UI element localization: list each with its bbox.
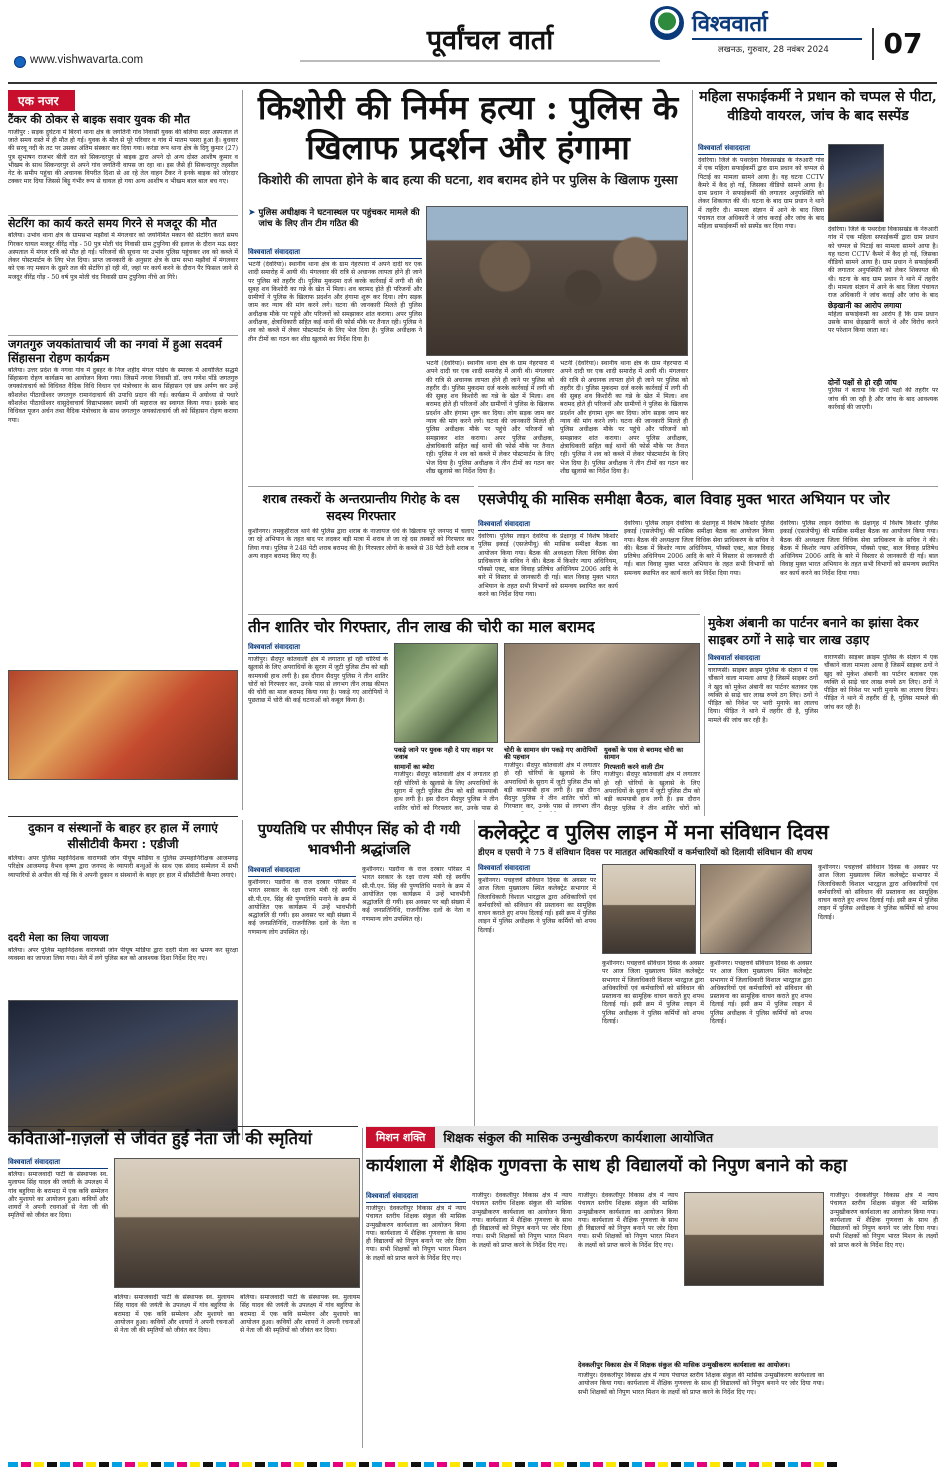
chor-body-2: गाजीपुर। सैदपुर कोतवाली क्षेत्र में लगातार हो रही चोरियों के खुलासे के लिए अपराधियों के सुराग में जुटी पुलिस टीम को बड़ी कामयाबी हाथ लगी है। इस दौरान सैदपुर पुलिस ने तीन शातिर चोरों को गिरफ्तार कर, उनके पास से <box>394 771 498 812</box>
samvidhan-body-2: कुशीनगर। पचहत्तवें संविधान दिवस के अवसर पर आज जिला मुख्यालय स्थित कलेक्ट्रेट सभागार में जिलाधिकारी विशाल भारद्वाज द्वारा अधिकारियों एवं कर्मचारियों को संविधान की प्रस्तावना का सामूहिक वाचन कराते हुए शपथ दिलाई गई। इसी क्रम में पुलिस लाइन में पुलिस अधीक्षक ने पुलिस कर्मियों को शपथ दिलाई। <box>602 960 704 1026</box>
asjp-body-3: देवरिया। पुलिस लाइन देवरिया के प्रेक्षागृह में विशेष किशोर पुलिस इकाई (एसजेपीयू) की मासिक समीक्षा बैठक का आयोजन किया गया। बैठक की अध्यक्षता जिला विधिक सेवा प्राधिकरण के सचिव ने की। बैठक में किशोर न्याय अधिनियम, पॉक्सो एक्ट, बाल विवाह प्रतिषेध अधिनियम 2006 आदि के बारे में विस्तार से जानकारी दी गई। बाल विवाह मुक्त भारत अभियान के तहत सभी विभागों को समन्वय स्थापित कर कार्य करने का निर्देश दिया गया। <box>780 520 938 577</box>
punyatithi-story <box>248 820 470 1138</box>
col-divider-6 <box>362 1128 363 1448</box>
callout-arrow-icon: ➤ <box>248 208 256 218</box>
mission-byline: विश्ववार्ता संवाददाता <box>366 1192 466 1203</box>
chor-byline: विश्ववार्ता संवाददाता <box>248 643 388 654</box>
site-logo-icon <box>14 56 26 68</box>
cctv-story <box>8 820 238 1140</box>
jagatguru-photo <box>8 670 238 780</box>
chor-sub-1: पकड़े जाने पर युवक नही दे पाए वाहन पर जवाब <box>394 746 493 762</box>
ambani-byline: विश्ववार्ता संवाददाता <box>708 654 818 665</box>
punyatithi-headline: पुण्यतिथि पर सीपीएन सिंह को दी गयी भावभीनी श्रद्धांजलि <box>257 821 461 858</box>
lead-body-3: भटनी (देवरिया)। स्थानीय थाना क्षेत्र के ग्राम नेहरपारा में अपने दादी घर एक शादी समारोह में आयी थी। मंगलवार की रात्रि से अचानक लापता होने ही जाने पर पुलिस को तहरीर दी। पुलिस मुकदमा दर्ज करके कार्रवाई में लगी थी की सुबह शव किशोरी का गन्ने के खेत में मिला। शव बरामद होते ही परिजनों और ग्रामीणों ने पुलिस के खिलाफ प्रदर्शन और हंगामा शुरू कर दिया। लोग सड़क जाम कर न्याय की मांग करने लगे। घटना की जानकारी मिलते ही पुलिस अधीक्षक मौके पर पहुंचे और परिजनों को समझाकर शांत कराया। अपर पुलिस अधीक्षक, क्षेत्राधिकारी सहित कई थानों की फोर्स मौके पर तैनात रही। पुलिस ने शव को कब्जे में लेकर पोस्टमार्टम के लिए भेज दिया है। पुलिस अधीक्षक ने तीन टीमों का गठन कर शीघ्र खुलासे का निर्देश दिया है। <box>560 360 688 475</box>
safai-body-1: देवरिया। जिले के पथरदेवा विकासखंड के नेरुआरी गांव में एक महिला सफाईकर्मी द्वारा ग्राम प्रधान को चप्पल से पिटाई का मामला सामने आया है। यह घटना CCTV कैमरे में कैद हो गई, जिसका वीडियो सामने आया है। ग्राम प्रधान ने सफाईकर्मी की लगातार अनुपस्थिति को लेकर शिकायत की थी। घटना के बाद ग्राम प्रधान ने थाने में तहरीर दी। मामला संज्ञान में आने के बाद जिला पंचायत राज अधिकारी ने जांच कराई और जांच के बाद महिला सफाईकर्मी को सस्पेंड कर दिया गया। <box>698 157 824 231</box>
samvidhan-body-4: कुशीनगर। पचहत्तवें संविधान दिवस के अवसर पर आज जिला मुख्यालय स्थित कलेक्ट्रेट सभागार में जिलाधिकारी विशाल भारद्वाज द्वारा अधिकारियों एवं कर्मचारियों को संविधान की प्रस्तावना का सामूहिक वाचन कराते हुए शपथ दिलाई गई। इसी क्रम में पुलिस लाइन में पुलिस अधीक्षक ने पुलिस कर्मियों को शपथ दिलाई। <box>818 864 938 921</box>
ambani-body-2: वाराणसी। साइबर क्राइम पुलिस के संज्ञान में एक चौंकाने वाला मामला आया है जिसमें साइबर ठगों ने खुद को मुकेश अंबानी का पार्टनर बताकर एक व्यक्ति से साढ़े चार लाख रुपये ठग लिए। ठगों ने पीड़ित को निवेश पर भारी मुनाफे का लालच दिया। पीड़ित ने थाने में तहरीर दी है, पुलिस मामले की जांच कर रही है। <box>824 654 938 711</box>
header-rule <box>8 82 937 84</box>
safai-story <box>698 88 938 483</box>
swatch-black <box>47 1462 57 1467</box>
samvidhan-collectorate-photo <box>602 864 696 954</box>
col-divider-3 <box>704 616 705 816</box>
safai-byline: विश्ववार्ता संवाददाता <box>698 144 824 155</box>
mission-headline: कार्यशाला में शैक्षिक गुणवत्ता के साथ ही विद्यालयों को निपुण बनाने को कहा <box>366 1156 847 1176</box>
kavita-byline: विश्ववार्ता संवाददाता <box>8 1158 108 1169</box>
mission-body-1: गाजीपुर। देवकलीपुर विकास क्षेत्र में न्याय पंचायत स्तरीय शिक्षक संकुल की मासिक उन्मुखीकरण कार्यशाला का आयोजन किया गया। कार्यशाला में शैक्षिक गुणवत्ता के साथ ही विद्यालयों को निपुण बनाने पर जोर दिया गया। सभी शिक्षकों को निपुण भारत मिशन के लक्ष्यों को प्राप्त करने के निर्देश दिए गए। <box>366 1205 466 1262</box>
safai-body-2: देवरिया। जिले के पथरदेवा विकासखंड के नेरुआरी गांव में एक महिला सफाईकर्मी द्वारा ग्राम प्रधान को चप्पल से पिटाई का मामला सामने आया है। यह घटना CCTV कैमरे में कैद हो गई, जिसका वीडियो सामने आया है। ग्राम प्रधान ने सफाईकर्मी की लगातार अनुपस्थिति को लेकर शिकायत की थी। घटना के बाद ग्राम प्रधान ने थाने में तहरीर दी। मामला संज्ञान में आने के बाद जिला पंचायत राज अधिकारी ने जांच कराई और जांच के बाद <box>828 226 938 300</box>
ek-nazar-body-2: बलिया। उभांव थाना क्षेत्र के ग्रामसभा मझौवां में मंगलवार को जयनिर्मित मकान की सेटरिंग करते समय गिरकर घायल मजदूर वीरेंद्र गोंड़ - 50 पुत्र मोती चंद निवासी ग्राम टुपुनिया की इलाज के दौरान मऊ सदर अस्पताल में मंगल रात्रि को मौत हो गई। परिजनों की सूचना पर उभांव पुलिस पहुंचकर शव को कब्जे में लेकर पोस्टमार्टम के लिए भेज दिया। प्राप्त जानकारी के अनुसार क्षेत्र के ग्राम सभा मझौवां में मंगलवार को एक नए मकान के दूसरे तल की सेटरिंग हो रही थी, जहां पर कार्य करने के दौरान पैर फिसल जाने से मजदूर वीरेंद्र गोंड़ - 50 वर्ष पुत्र मोती चंद निवासी ग्राम टुपुनिया नीचे आ गिरे। <box>8 232 238 281</box>
ambani-story <box>708 614 938 816</box>
lead-text <box>248 248 422 486</box>
safai-sub-2: दोनों पक्षों से हो रही जांच <box>828 377 897 387</box>
chor-sub-5: गिरफ्तारी करने वाली टीम <box>604 762 664 771</box>
header-center-rule <box>300 60 660 62</box>
chor-sub-4: युवकों के पास से बरामद चोरी का सामान <box>604 746 684 762</box>
rule-chor <box>248 614 700 615</box>
ambani-body-1: वाराणसी। साइबर क्राइम पुलिस के संज्ञान में एक चौंकाने वाला मामला आया है जिसमें साइबर ठगों ने खुद को मुकेश अंबानी का पार्टनर बताकर एक व्यक्ति से साढ़े चार लाख रुपये ठग लिए। ठगों ने पीड़ित को निवेश पर भारी मुनाफे का लालच दिया। पीड़ित ने थाने में तहरीर दी है, पुलिस मामले की जांच कर रही है। <box>708 667 818 724</box>
kavita-event-photo <box>114 1158 360 1288</box>
lead-body-1: भटनी (देवरिया)। स्थानीय थाना क्षेत्र के ग्राम नेहरपारा में अपने दादी घर एक शादी समारोह में आयी थी। मंगलवार की रात्रि से अचानक लापता होने ही जाने पर पुलिस को तहरीर दी। पुलिस मुकदमा दर्ज करके कार्रवाई में लगी थी की सुबह शव किशोरी का गन्ने के खेत में मिला। शव बरामद होते ही परिजनों और ग्रामीणों ने पुलिस के खिलाफ प्रदर्शन और हंगामा शुरू कर दिया। लोग सड़क जाम कर न्याय की मांग करने लगे। घटना की जानकारी मिलते ही पुलिस अधीक्षक मौके पर पहुंचे और परिजनों को समझाकर शांत कराया। अपर पुलिस अधीक्षक, क्षेत्राधिकारी सहित कई थानों की फोर्स मौके पर तैनात रही। पुलिस ने शव को कब्जे में लेकर पोस्टमार्टम के लिए भेज दिया है। पुलिस अधीक्षक ने तीन टीमों का गठन कर शीघ्र खुलासे का निर्देश दिया है। <box>248 261 422 343</box>
col-divider-2 <box>692 90 693 480</box>
kavita-body-1: बलिया। समाजवादी पार्टी के संस्थापक स्व. मुलायम सिंह यादव की जयंती के उपलक्ष्य में गांव बहुरिया के बरामदा में एक कवि सम्मेलन और मुशायरे का आयोजन हुआ। कवियों और शायरों ने अपनी रचनाओं से नेता जी की स्मृतियों को जीवंत कर दिया। <box>8 1171 108 1220</box>
chor-body-4: गाजीपुर। सैदपुर कोतवाली क्षेत्र में लगातार हो रही चोरियों के खुलासे के लिए अपराधियों के सुराग में जुटी पुलिस टीम को बड़ी कामयाबी हाथ लगी है। इस दौरान सैदपुर पुलिस ने तीन शातिर चोरों को <box>604 771 700 812</box>
cctv-headline: दुकान व संस्थानों के बाहर हर हाल में लगाएं सीसीटीवी कैमरा : एडीजी <box>28 821 218 851</box>
samvidhan-subheadline: डीएम व एसपी ने 75 वें संविधान दिवस पर मातहत अधिकारियों व कर्मचारियों को दिलायी संविधान की शपथ <box>478 848 813 858</box>
punyatithi-body-1: कुशीनगर। पडरौना के राज दरबार परिसर में भारत सरकार के रक्षा राज्य मंत्री रहे स्वर्गीय सी.पी.एन. सिंह की पुण्यतिथि मनाने के क्रम में आयोजित एक कार्यक्रम में उन्हें भावभीनी श्रद्धांजलि दी गयी। इस अवसर पर बड़ी संख्या में कई जनप्रतिनिधि, राजनीतिक दलों के नेता व गणमान्य लोग उपस्थित रहे। <box>248 879 356 936</box>
asjp-story <box>478 490 938 612</box>
masthead <box>0 0 945 82</box>
website-url[interactable]: www.vishwavarta.com <box>30 54 144 66</box>
chor-sub-2: सामानों का ब्योरा <box>394 762 435 771</box>
chor-headline: तीन शातिर चोर गिरफ्तार, तीन लाख की चोरी का माल बरामद <box>248 617 595 636</box>
chor-accused-photo <box>504 643 700 743</box>
ek-nazar-headline-1: टैंकर की ठोकर से बाइक सवार युवक की मौत <box>8 113 190 126</box>
safai-headline: महिला सफाईकर्मी ने प्रधान को चप्पल से पीटा, वीडियो वायरल, जांच के बाद सस्पेंड <box>699 89 937 124</box>
section-title: पूर्वांचल वार्ता <box>426 25 554 56</box>
rule-cctv <box>8 816 238 817</box>
lead-protest-photo <box>426 206 688 356</box>
safai-sub-1: छेड़खानी का आरोप लगाया <box>828 301 902 310</box>
mission-workshop-photo <box>684 1192 824 1286</box>
adg-mela-photo <box>8 1000 238 1132</box>
chor-body-3: गाजीपुर। सैदपुर कोतवाली क्षेत्र में लगातार हो रही चोरियों के खुलासे के लिए अपराधियों के सुराग में जुटी पुलिस टीम को बड़ी कामयाबी हाथ लगी है। इस दौरान सैदपुर पुलिस ने तीन शातिर चोरों को गिरफ्तार कर, उनके पास से लगभग तीन <box>504 761 600 811</box>
samvidhan-body-3: कुशीनगर। पचहत्तवें संविधान दिवस के अवसर पर आज जिला मुख्यालय स्थित कलेक्ट्रेट सभागार में जिलाधिकारी विशाल भारद्वाज द्वारा अधिकारियों एवं कर्मचारियों को संविधान की प्रस्तावना का सामूहिक वाचन कराते हुए शपथ दिलाई गई। इसी क्रम में पुलिस लाइन में पुलिस अधीक्षक ने पुलिस कर्मियों को शपथ दिलाई। <box>710 960 812 1026</box>
brand-name: विश्ववार्ता <box>692 11 768 37</box>
print-registration-bar <box>8 1455 937 1467</box>
brand-underline <box>692 38 862 40</box>
chor-story <box>248 617 700 817</box>
sharab-headline: शराब तस्करों के अन्तरप्रान्तीय गिरोह के दस सदस्य गिरफ्तार <box>262 491 460 523</box>
samvidhan-story <box>478 818 938 1140</box>
safai-sub-1-body: महिला सफाईकर्मी का आरोप है कि ग्राम प्रधान उसके साथ छेड़खानी करते थे और विरोध करने पर परेशान किया जाता था। <box>828 310 938 335</box>
punyatithi-body-2: कुशीनगर। पडरौना के राज दरबार परिसर में भारत सरकार के रक्षा राज्य मंत्री रहे स्वर्गीय सी.पी.एन. सिंह की पुण्यतिथि मनाने के क्रम में आयोजित एक कार्यक्रम में उन्हें भावभीनी श्रद्धांजलि दी गयी। इस अवसर पर बड़ी संख्या में कई जनप्रतिनिधि, राजनीतिक दलों के नेता व गणमान्य लोग उपस्थित रहे। <box>362 866 470 923</box>
asjp-headline: एसजेपीयू की मासिक समीक्षा बैठक, बाल विवाह मुक्त भारत अभियान पर जोर <box>478 491 890 508</box>
col-divider-5 <box>474 820 475 1140</box>
ek-nazar-headline-2: सेटरिंग का कार्य करते समय गिरने से मजदूर की मौत <box>8 215 238 231</box>
ambani-headline: मुकेश अंबानी का पार्टनर बनाने का झांसा देकर साइबर ठगों ने साढ़े चार लाख उड़ाए <box>708 615 919 647</box>
ek-nazar-label: एक नजर <box>8 90 75 111</box>
chor-sub-3: चोरी के सामान संग पकड़े गए आरोपियों की पहचान <box>504 746 598 762</box>
asjp-byline: विश्ववार्ता संवाददाता <box>478 520 618 531</box>
samvidhan-police-line-photo <box>700 864 812 954</box>
lead-subheadline: किशोरी की लापता होने के बाद हत्या की घटना, शव बरामद होने पर पुलिस के खिलाफ गुस्सा <box>258 172 678 187</box>
lead-story <box>248 88 688 488</box>
rule-kavita <box>8 1126 358 1127</box>
chor-recovered-goods-photo <box>394 643 498 743</box>
chor-body-1: गाजीपुर। सैदपुर कोतवाली क्षेत्र में लगातार हो रही चोरियों के खुलासे के लिए अपराधियों के सुराग में जुटी पुलिस टीम को बड़ी कामयाबी हाथ लगी है। इस दौरान सैदपुर पुलिस ने तीन शातिर चोरों को गिरफ्तार कर, उनके पास से लगभग तीन लाख कीमत की चोरी का माल बरामद किया गया है। पकड़े गए आरोपियों ने पूछताछ में चोरी की कई घटनाओं को कबूल किया है। <box>248 656 388 705</box>
mission-tag-bar <box>366 1126 938 1148</box>
asjp-body-2: देवरिया। पुलिस लाइन देवरिया के प्रेक्षागृह में विशेष किशोर पुलिस इकाई (एसजेपीयू) की मासिक समीक्षा बैठक का आयोजन किया गया। बैठक की अध्यक्षता जिला विधिक सेवा प्राधिकरण के सचिव ने की। बैठक में किशोर न्याय अधिनियम, पॉक्सो एक्ट, बाल विवाह प्रतिषेध अधिनियम 2006 आदि के बारे में विस्तार से जानकारी दी गई। बाल विवाह मुक्त भारत अभियान के तहत सभी विभागों को समन्वय स्थापित कर कार्य करने का निर्देश दिया गया। <box>624 520 774 577</box>
mission-caption: देवकलीपुर विकास क्षेत्र में शिक्षक संकुल की मासिक उन्मुखीकरण कार्यशाला का आयोजन। <box>578 1361 790 1369</box>
cctv-body: बलिया। अपर पुलिस महानिदेशक वाराणसी जोन पीयूष मोर्डिया व पुलिस उपमहानिरीक्षक आजमगढ़ परिक्षेत्र आजमगढ़ वैभव कृष्ण द्वारा जनपद के व्यापारी बन्धुओं के साथ एक संवाद सम्मेलन में सभी व्यापारियों से अपील की गई कि वे अपनी दुकान व संस्थानों के बाहर हर हाल में सीसीटीवी कैमरा लगाएं। <box>8 855 238 879</box>
cctv-sub-body: बलिया। अपर पुलिस महानिदेशक वाराणसी जोन पीयूष मोर्डिया द्वारा ददरी मेला का भ्रमण कर सुरक्षा व्यवस्था का जायजा लिया गया। मेले में लगे पुलिस बल को आवश्यक दिशा निर्देश दिए गए। <box>8 946 238 962</box>
lead-body-2: भटनी (देवरिया)। स्थानीय थाना क्षेत्र के ग्राम नेहरपारा में अपने दादी घर एक शादी समारोह में आयी थी। मंगलवार की रात्रि से अचानक लापता होने ही जाने पर पुलिस को तहरीर दी। पुलिस मुकदमा दर्ज करके कार्रवाई में लगी थी की सुबह शव किशोरी का गन्ने के खेत में मिला। शव बरामद होते ही परिजनों और ग्रामीणों ने पुलिस के खिलाफ प्रदर्शन और हंगामा शुरू कर दिया। लोग सड़क जाम कर न्याय की मांग करने लगे। घटना की जानकारी मिलते ही पुलिस अधीक्षक मौके पर पहुंचे और परिजनों को समझाकर शांत कराया। अपर पुलिस अधीक्षक, क्षेत्राधिकारी सहित कई थानों की फोर्स मौके पर तैनात रही। पुलिस ने शव को कब्जे में लेकर पोस्टमार्टम के लिए भेज दिया है। पुलिस अधीक्षक ने तीन टीमों का गठन कर शीघ्र खुलासे का निर्देश दिया है। <box>426 360 554 475</box>
lead-byline: विश्ववार्ता संवाददाता <box>248 248 422 259</box>
lead-callout: ➤ पुलिस अधीक्षक ने घटनास्थल पर पहुंचकर मामले की जांच के लिए तीन टीम गठित की <box>248 208 420 229</box>
ek-nazar-body-3: बलिया। उत्तर प्रदेश के नगवा गांव में दुबहर के निज शहीद मंगल पांडेय के स्मारक में आयोजित सद्धर्म सिंहासना रोहण कार्यक्रम का आयोजन किया गया। जिसमें नगवा निवासी डॉ. जय गणेश पाँडे जगतगुरु जयकांताचार्य को विधिवत वैदिक विधि विधान एवं मंत्रोच्चार के साथ सिंहासन एवं छत्र अर्पण कर उन्हें कौशलेश पीठाधीश्वर जगतगुरु रामानंदाचार्य की उपाधि प्रदान की गई। कार्यक्रम में अयोध्या से पधारे कौशलेश पीठाधीश्वर वासुदेवाचार्य विद्याभास्कर स्वामी जी महाराज का स्वागत किया गया। इसके बाद विधिवत पूजन अर्चन तथा वैदिक मंत्रोच्चार के साथ जगतगुरु जयकांताचार्य जी को सिंहासन रोहण कराया गया। <box>8 366 238 424</box>
sharab-body: कुशीनगर। तमकुहीराज थाने की पुलिस द्वारा शराब के नाजायज धंधे के खिलाफ पूरे जनपद में चलाए जा रहे अभियान के तहत बाद पर लदकर बड़ी मात्रा में शराब ले जा रहे दस तस्करों को गिरफ्तार कर लिया गया। पुलिस ने 248 पेटी शराब बरामद की है। गिरफ्तार लोगों के कब्जे से 38 पेटी देशी शराब व अन्य वाहन बरामद किए गए हैं। <box>248 528 474 560</box>
dateline: लखनऊ, गुरुवार, 28 नवंबर 2024 <box>718 45 829 55</box>
ek-nazar-body-1: गाजीपुर : सड़क दुर्घटना में बिरनो थाना क्षेत्र के जगतिनी गांव निवासी युवक की बलिया सदर अस्पताल ले जाते समय रास्ते में ही मौत हो गई। युवक के मौत से पूरे परिवार व गांव में मातम पसरा हुआ है। बुधवार की सरयू नदी के तट पर उसका अंतिम संस्कार कर दिया गया। करंडा रूप थाना क्षेत्र के दिगु कुमार (27) पुत्र सुभाषन राजभर बीती रात को सिकन्दरपुर से बाइक द्वारा अपने दो अन्य दोस्त आशीष कुमार व भीखम के साथ सिकन्दरपुर से अपने गांव जगतिनी वापस जा रहा था। इस जैसे ही सिकन्दरपुर तहसील गेट के समीप पहुंचा की अचानक विपरीत दिशा से आ रहे तेल वाहन टैंकर ने इनके बाइक को जोरदार टक्कर मार दिया जिससे बिट्टू गंभीर रूप से घायल हो गया अन्य आशीष व भीखम बाल बाल बच गए। <box>8 128 238 186</box>
kavita-body-3: बलिया। समाजवादी पार्टी के संस्थापक स्व. मुलायम सिंह यादव की जयंती के उपलक्ष्य में गांव बहुरिया के बरामदा में एक कवि सम्मेलन और मुशायरे का आयोजन हुआ। कवियों और शायरों ने अपनी रचनाओं से नेता जी की स्मृतियों को जीवंत कर दिया। <box>240 1294 360 1335</box>
col-divider-1 <box>242 90 243 810</box>
rule-sharab <box>248 486 474 487</box>
samvidhan-body-1: कुशीनगर। पचहत्तवें संविधान दिवस के अवसर पर आज जिला मुख्यालय स्थित कलेक्ट्रेट सभागार में जिलाधिकारी विशाल भारद्वाज द्वारा अधिकारियों एवं कर्मचारियों को संविधान की प्रस्तावना का सामूहिक वाचन कराते हुए शपथ दिलाई गई। इसी क्रम में पुलिस लाइन में पुलिस अधीक्षक ने पुलिस कर्मियों को शपथ दिलाई। <box>478 877 596 934</box>
asjp-body-1: देवरिया। पुलिस लाइन देवरिया के प्रेक्षागृह में विशेष किशोर पुलिस इकाई (एसजेपीयू) की मासिक समीक्षा बैठक का आयोजन किया गया। बैठक की अध्यक्षता जिला विधिक सेवा प्राधिकरण के सचिव ने की। बैठक में किशोर न्याय अधिनियम, पॉक्सो एक्ट, बाल विवाह प्रतिषेध अधिनियम 2006 आदि के बारे में विस्तार से जानकारी दी गई। बाल विवाह मुक्त भारत अभियान के तहत सभी विभागों को समन्वय स्थापित कर कार्य करने का निर्देश दिया गया। <box>478 533 618 599</box>
swatch-magenta <box>21 1462 31 1467</box>
mission-body-5: गाजीपुर। देवकलीपुर विकास क्षेत्र में न्याय पंचायत स्तरीय शिक्षक संकुल की मासिक उन्मुखीकरण कार्यशाला का आयोजन किया गया। कार्यशाला में शैक्षिक गुणवत्ता के साथ ही विद्यालयों को निपुण बनाने पर जोर दिया गया। सभी शिक्षकों को निपुण भारत मिशन के लक्ष्यों को प्राप्त करने के निर्देश दिए गए। <box>830 1192 938 1249</box>
kavita-story <box>8 1128 360 1448</box>
kavita-body-2: बलिया। समाजवादी पार्टी के संस्थापक स्व. मुलायम सिंह यादव की जयंती के उपलक्ष्य में गांव बहुरिया के बरामदा में एक कवि सम्मेलन और मुशायरे का आयोजन हुआ। कवियों और शायरों ने अपनी रचनाओं से नेता जी की स्मृतियों को जीवंत कर दिया। <box>114 1294 234 1335</box>
ek-nazar-headline-3: जगतगुरु जयकांताचार्य जी का नगवां में हुआ सदवर्म सिंहासना रोहण कार्यक्रम <box>8 335 238 364</box>
rule-asjp <box>478 486 938 487</box>
safai-sub-2-body: पुलिस ने बताया कि दोनों पक्षों की तहरीर पर जांच की जा रही है और जांच के बाद आवश्यक कार्रवाई की जाएगी। <box>828 387 938 411</box>
mission-story <box>366 1126 938 1448</box>
col-divider-4 <box>242 820 243 1140</box>
samvidhan-headline: कलेक्ट्रेट व पुलिस लाइन में मना संविधान दिवस <box>478 820 829 844</box>
page-number: 07 <box>872 28 932 60</box>
samvidhan-byline: विश्ववार्ता संवाददाता <box>478 864 596 875</box>
sharab-story <box>248 490 474 612</box>
brand-logo-icon <box>650 6 684 40</box>
lead-headline: किशोरी की निर्मम हत्या : पुलिस के खिलाफ प्रदर्शन और हंगामा <box>257 88 679 167</box>
mission-body-4: गाजीपुर। देवकलीपुर विकास क्षेत्र में न्याय पंचायत स्तरीय शिक्षक संकुल की मासिक उन्मुखीकरण कार्यशाला का आयोजन किया गया। कार्यशाला में शैक्षिक गुणवत्ता के साथ ही विद्यालयों को निपुण बनाने पर जोर दिया गया। सभी शिक्षकों को निपुण भारत मिशन के लक्ष्यों को प्राप्त करने के निर्देश दिए गए। <box>578 1372 824 1396</box>
kavita-headline: कविताओं-ग़ज़लों से जीवंत हुईं नेता जी की स्मृतियां <box>8 1129 312 1148</box>
mission-tag-headline: शिक्षक संकुल की मासिक उन्मुखीकरण कार्यशाला आयोजित <box>443 1129 714 1145</box>
mission-body-2: गाजीपुर। देवकलीपुर विकास क्षेत्र में न्याय पंचायत स्तरीय शिक्षक संकुल की मासिक उन्मुखीकरण कार्यशाला का आयोजन किया गया। कार्यशाला में शैक्षिक गुणवत्ता के साथ ही विद्यालयों को निपुण बनाने पर जोर दिया गया। सभी शिक्षकों को निपुण भारत मिशन के लक्ष्यों को प्राप्त करने के निर्देश दिए गए। <box>472 1192 572 1249</box>
swatch-cyan <box>8 1462 18 1467</box>
mission-body-3: गाजीपुर। देवकलीपुर विकास क्षेत्र में न्याय पंचायत स्तरीय शिक्षक संकुल की मासिक उन्मुखीकरण कार्यशाला का आयोजन किया गया। कार्यशाला में शैक्षिक गुणवत्ता के साथ ही विद्यालयों को निपुण बनाने पर जोर दिया गया। सभी शिक्षकों को निपुण भारत मिशन के लक्ष्यों को प्राप्त करने के निर्देश दिए गए। <box>578 1192 678 1249</box>
punyatithi-byline: विश्ववार्ता संवाददाता <box>248 866 356 877</box>
ek-nazar-column <box>8 90 238 810</box>
swatch-yellow <box>34 1462 44 1467</box>
mission-tag: मिशन शक्ति <box>366 1127 435 1148</box>
cctv-sub: ददरी मेला का लिया जायजा <box>8 933 109 944</box>
safai-portrait-photo <box>828 144 884 222</box>
